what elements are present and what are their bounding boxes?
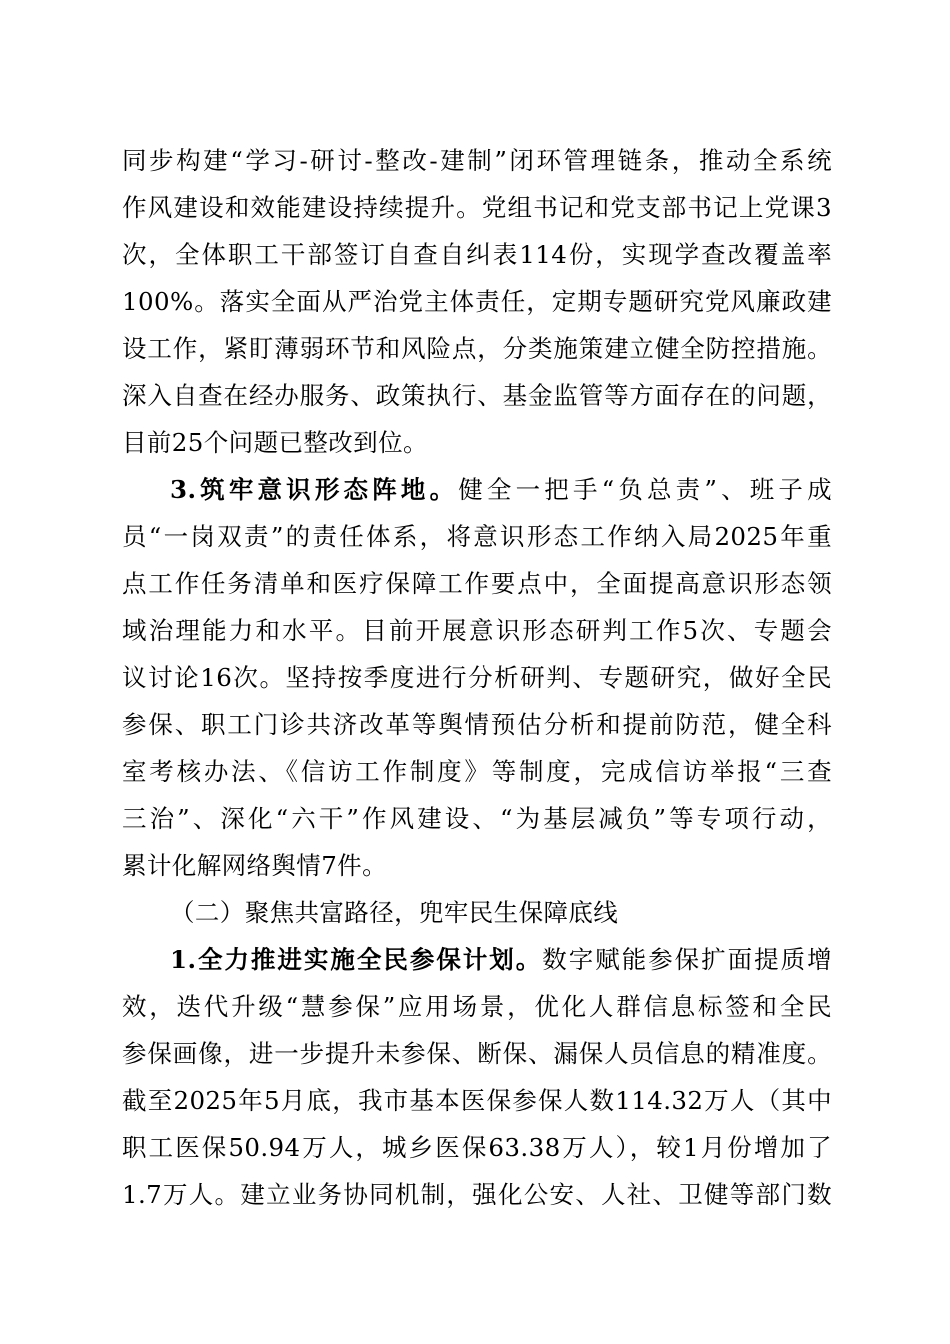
text-line: 三治”、深化“六干”作风建设、“为基层减负”等专项行动， xyxy=(122,804,832,833)
text-line: 100%。落实全面从严治党主体责任，定期专题研究党风廉政建 xyxy=(122,287,832,316)
text-line: 参保画像，进一步提升未参保、断保、漏保人员信息的精准度。 xyxy=(122,1039,832,1068)
text-line: 员“一岗双责”的责任体系，将意识形态工作纳入局2025年重 xyxy=(122,522,832,551)
text-span: 健全一把手“负总责”、班子成 xyxy=(458,475,832,504)
text-line: 议讨论16次。坚持按季度进行分析研判、专题研究，做好全民 xyxy=(122,663,832,692)
section-lead-heading: 1.全力推进实施全民参保计划。 xyxy=(170,945,543,974)
text-line: 目前25个问题已整改到位。 xyxy=(122,428,428,457)
section-lead-heading: 3.筑牢意识形态阵地。 xyxy=(170,475,459,504)
text-line: 域治理能力和水平。目前开展意识形态研判工作5次、专题会 xyxy=(122,616,832,645)
text-line: 职工医保50.94万人，城乡医保63.38万人），较1月份增加了 xyxy=(122,1133,832,1162)
text-line: 参保、职工门诊共济改革等舆情预估分析和提前防范，健全科 xyxy=(122,710,832,739)
text-line: 1.7万人。建立业务协同机制，强化公安、人社、卫健等部门数 xyxy=(122,1180,832,1209)
text-line: 同步构建“学习-研讨-整改-建制”闭环管理链条，推动全系统 xyxy=(122,146,832,175)
text-line: 截至2025年5月底，我市基本医保参保人数114.32万人（其中 xyxy=(122,1086,832,1115)
section-heading: （二）聚焦共富路径，兜牢民生保障底线 xyxy=(170,898,619,927)
text-line: 作风建设和效能建设持续提升。党组书记和党支部书记上党课3 xyxy=(122,193,832,222)
paragraph-first-line xyxy=(170,945,832,975)
text-line: 设工作，紧盯薄弱环节和风险点，分类施策建立健全防控措施。 xyxy=(122,334,832,363)
text-line: 点工作任务清单和医疗保障工作要点中，全面提高意识形态领 xyxy=(122,569,832,598)
text-line: 深入自查在经办服务、政策执行、基金监管等方面存在的问题， xyxy=(122,381,832,410)
paragraph-first-line xyxy=(170,475,832,505)
text-line: 室考核办法、《信访工作制度》等制度，完成信访举报“三查 xyxy=(122,757,832,786)
text-span: 数字赋能参保扩面提质增 xyxy=(542,945,833,974)
text-line: 累计化解网络舆情7件。 xyxy=(122,851,387,880)
text-line: 效，迭代升级“慧参保”应用场景，优化人群信息标签和全民 xyxy=(122,992,832,1021)
text-line: 次，全体职工干部签订自查自纠表114份，实现学查改覆盖率 xyxy=(122,240,832,269)
